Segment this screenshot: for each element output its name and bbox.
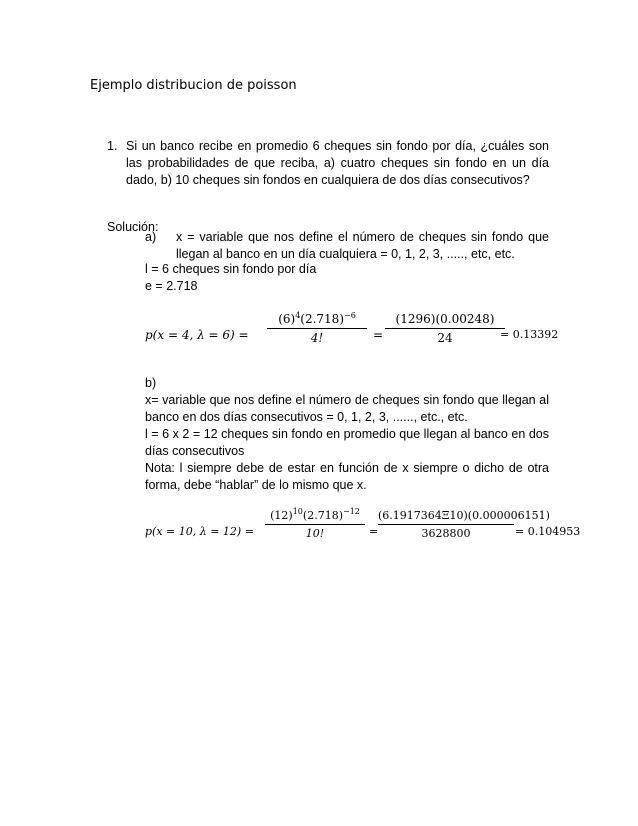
formula-b-denominator-2: 3628800 <box>421 527 471 540</box>
solution-item-b <box>145 375 549 494</box>
item-b-line-2: l = 6 x 2 = 12 cheques sin fondo en promedio que llegan al banco en dos días consecutivos <box>145 427 549 458</box>
formula-a-result: = 0.13392 <box>500 328 559 341</box>
document-title: Ejemplo distribucion de poisson <box>90 78 297 93</box>
formula-a <box>145 311 559 358</box>
e-line: e = 2.718 <box>145 279 198 293</box>
formula-b-result: = 0.104953 <box>515 525 581 538</box>
item-a-text: x = variable que nos define el número de cheques sin fondo que llegan al banco en un día cualquiera = 0, 1, 2, 3, ....., etc, etc. <box>176 230 549 261</box>
formula-b <box>145 507 581 555</box>
problem-text: Si un banco recibe en promedio 6 cheques sin fondo por día, ¿cuáles son las probabilidades de que reciba, a) cuatro cheques sin fondo en un día dado, b) 10 cheques sin fondos en cualquiera de dos días consecutivos? <box>126 139 549 187</box>
solution-label: Solución: <box>107 220 159 234</box>
solution-item-a <box>145 229 549 263</box>
item-b-line-3: Nota: l siempre debe de estar en función de x siempre o dicho de otra forma, debe “hablar” de lo mismo que x. <box>145 461 549 492</box>
formula-b-lhs: p(x = 10, λ = 12) = <box>145 525 254 538</box>
formula-b-fraction-1 <box>265 509 365 540</box>
formula-b-denominator-1: 10! <box>305 527 325 540</box>
item-b-marker: b) <box>145 376 157 390</box>
formula-b-numerator-1: $(12)^{10}(2.718)^{-12}$ <box>270 507 360 522</box>
formula-a-numerator-1: $(6)^4(2.718)^{-6}$ <box>278 311 356 326</box>
formula-a-denominator-1: 4! <box>310 331 324 345</box>
item-b-line-1: x= variable que nos define el número de cheques sin fondo que llegan al banco en dos días consecutivos = 0, 1, 2, 3, ......, etc., etc. <box>145 393 549 424</box>
problem-number: 1. <box>107 139 118 153</box>
formula-b-eq2: = <box>369 525 379 538</box>
formula-a-eq2: = <box>373 328 384 342</box>
formula-b-numerator-2: (6.1917364Ξ10)(0.000006151) <box>378 509 550 522</box>
lambda-line: l = 6 cheques sin fondo por día <box>145 262 317 276</box>
formula-a-numerator-2: (1296)(0.00248) <box>395 312 495 326</box>
item-a-marker: a) <box>145 230 157 244</box>
formula-a-fraction-2 <box>385 312 505 345</box>
formula-a-denominator-2: 24 <box>437 331 453 345</box>
problem-1 <box>107 138 549 189</box>
formula-a-fraction-1 <box>267 312 367 345</box>
formula-a-lhs: p(x = 4, λ = 6) = <box>145 328 249 342</box>
